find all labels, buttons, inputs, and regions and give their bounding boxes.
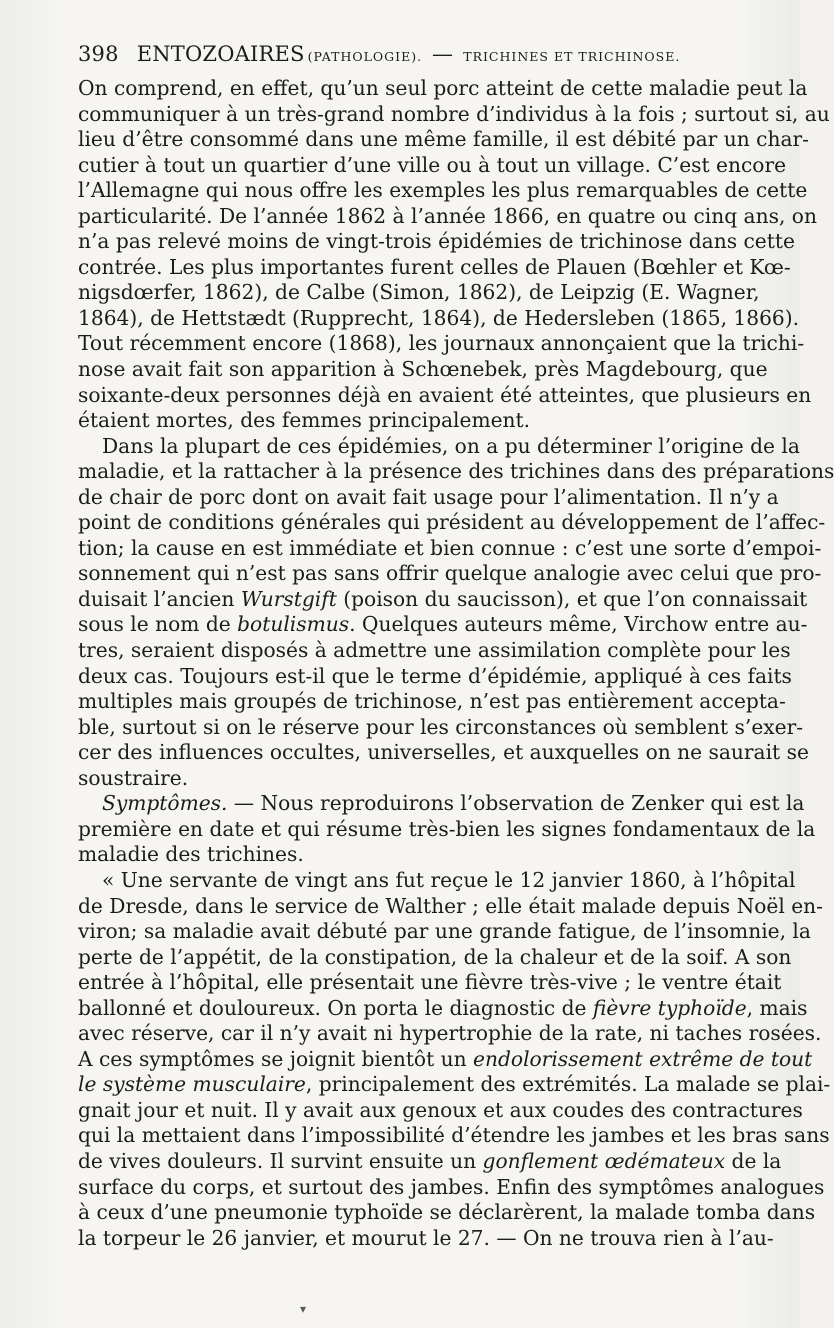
text-line: entrée à l’hôpital, elle présentait une fièvre très-vive ; le ventre était: [78, 970, 782, 995]
paragraph-p3: [78, 791, 816, 868]
running-header: [78, 42, 750, 72]
text-line: le système musculaire, principalement des extrémités. La malade se plai-: [78, 1072, 831, 1097]
text-line: Tout récemment encore (1868), les journaux annonçaient que la trichi-: [78, 331, 805, 356]
text-line: Symptômes. — Nous reproduirons l’observation de Zenker qui est la: [102, 791, 805, 816]
text-line: sonnement qui n’est pas sans offrir quelque analogie avec celui que pro-: [78, 561, 822, 586]
text-line: On comprend, en effet, qu’un seul porc atteint de cette maladie peut la: [78, 76, 808, 100]
text-line: soustraire.: [78, 765, 189, 790]
text-line: première en date et qui résume très-bien les signes fondamentaux de la: [78, 816, 816, 841]
text-line: maladie des trichines.: [78, 842, 304, 867]
paragraph-p4: [78, 867, 831, 1251]
header-separator: —: [432, 42, 454, 66]
header-section: TRICHINES ET TRICHINOSE.: [463, 49, 681, 64]
text-line: avec réserve, car il n’y avait ni hypertrophie de la rate, ni taches rosées.: [78, 1021, 822, 1046]
text-line: qui la mettaient dans l’impossibilité d’étendre les jambes et les bras sans: [78, 1123, 830, 1148]
text-line: à ceux d’une pneumonie typhoïde se déclarèrent, la malade tomba dans: [78, 1200, 816, 1225]
paragraph-p2: [78, 433, 834, 792]
text-line: perte de l’appétit, de la constipation, de la chaleur et de la soif. A son: [78, 944, 792, 969]
header-subtitle: (PATHOLOGIE).: [307, 49, 423, 64]
page-number: 398: [78, 42, 119, 66]
text-line: sous le nom de botulismus. Quelques auteurs même, Virchow entre au-: [78, 612, 808, 637]
text-line: la torpeur le 26 janvier, et mourut le 27. — On ne trouva rien à l’au-: [78, 1225, 774, 1250]
text-line: maladie, et la rattacher à la présence des trichines dans des préparations: [78, 459, 834, 484]
text-line: duisait l’ancien Wurstgift (poison du saucisson), et que l’on connaissait: [78, 586, 808, 611]
header-title: ENTOZOAIRES: [136, 42, 305, 66]
text-line: viron; sa maladie avait débuté par une grande fatigue, de l’insomnie, la: [78, 919, 811, 944]
text-line: nose avait fait son apparition à Schœnebek, près Magdebourg, que: [78, 357, 768, 382]
text-line: lieu d’être consommé dans une même famille, il est débité par un char-: [78, 127, 809, 152]
text-line: soixante-deux personnes déjà en avaient été atteintes, que plusieurs en: [78, 382, 812, 407]
text-line: de Dresde, dans le service de Walther ; elle était malade depuis Noël en-: [78, 893, 823, 918]
text-line: surface du corps, et surtout des jambes. Enfin des symptômes analogues: [78, 1174, 825, 1199]
text-line: A ces symptômes se joignit bientôt un endolorissement extrême de tout: [78, 1046, 813, 1071]
text-line: particularité. De l’année 1862 à l’année 1866, en quatre ou cinq ans, on: [78, 203, 817, 228]
text-line: 1864), de Hettstædt (Rupprecht, 1864), de Hedersleben (1865, 1866).: [78, 305, 800, 330]
text-line: Dans la plupart de ces épidémies, on a pu déterminer l’origine de la: [102, 433, 800, 458]
paragraph-p1: [78, 76, 830, 434]
text-line: tion; la cause en est immédiate et bien connue : c’est une sorte d’empoi-: [78, 535, 822, 560]
text-line: communiquer à un très-grand nombre d’individus à la fois ; surtout si, au: [78, 101, 830, 126]
text-line: cer des influences occultes, universelles, et auxquelles on ne saurait se: [78, 740, 809, 765]
text-line: « Une servante de vingt ans fut reçue le 12 janvier 1860, à l’hôpital: [102, 867, 796, 892]
text-line: multiples mais groupés de trichinose, n’est pas entièrement accepta-: [78, 689, 786, 714]
text-line: de chair de porc dont on avait fait usage pour l’alimentation. Il n’y a: [78, 484, 779, 509]
stray-ink-mark: ▾: [300, 1302, 307, 1316]
text-line: gnait jour et nuit. Il y avait aux genoux et aux coudes des contractures: [78, 1097, 803, 1122]
text-line: nigsdœrfer, 1862), de Calbe (Simon, 1862), de Leipzig (E. Wagner,: [78, 280, 760, 305]
page-body: [78, 76, 834, 1251]
text-line: point de conditions générales qui président au développement de l’affec-: [78, 510, 826, 535]
text-line: tres, seraient disposés à admettre une assimilation complète pour les: [78, 638, 791, 663]
text-line: contrée. Les plus importantes furent celles de Plauen (Bœhler et Kœ-: [78, 254, 791, 279]
text-line: ballonné et douloureux. On porta le diagnostic de fièvre typhoïde, mais: [78, 995, 808, 1020]
text-line: étaient mortes, des femmes principalement.: [78, 408, 531, 433]
text-line: de vives douleurs. Il survint ensuite un gonflement œdémateux de la: [78, 1148, 782, 1173]
text-line: cutier à tout un quartier d’une ville ou à tout un village. C’est encore: [78, 152, 787, 177]
text-line: l’Allemagne qui nous offre les exemples les plus remarquables de cette: [78, 178, 808, 203]
text-line: ble, surtout si on le réserve pour les circonstances où semblent s’exer-: [78, 714, 804, 739]
text-line: n’a pas relevé moins de vingt-trois épidémies de trichinose dans cette: [78, 229, 795, 254]
text-line: deux cas. Toujours est-il que le terme d’épidémie, appliqué à ces faits: [78, 663, 792, 688]
